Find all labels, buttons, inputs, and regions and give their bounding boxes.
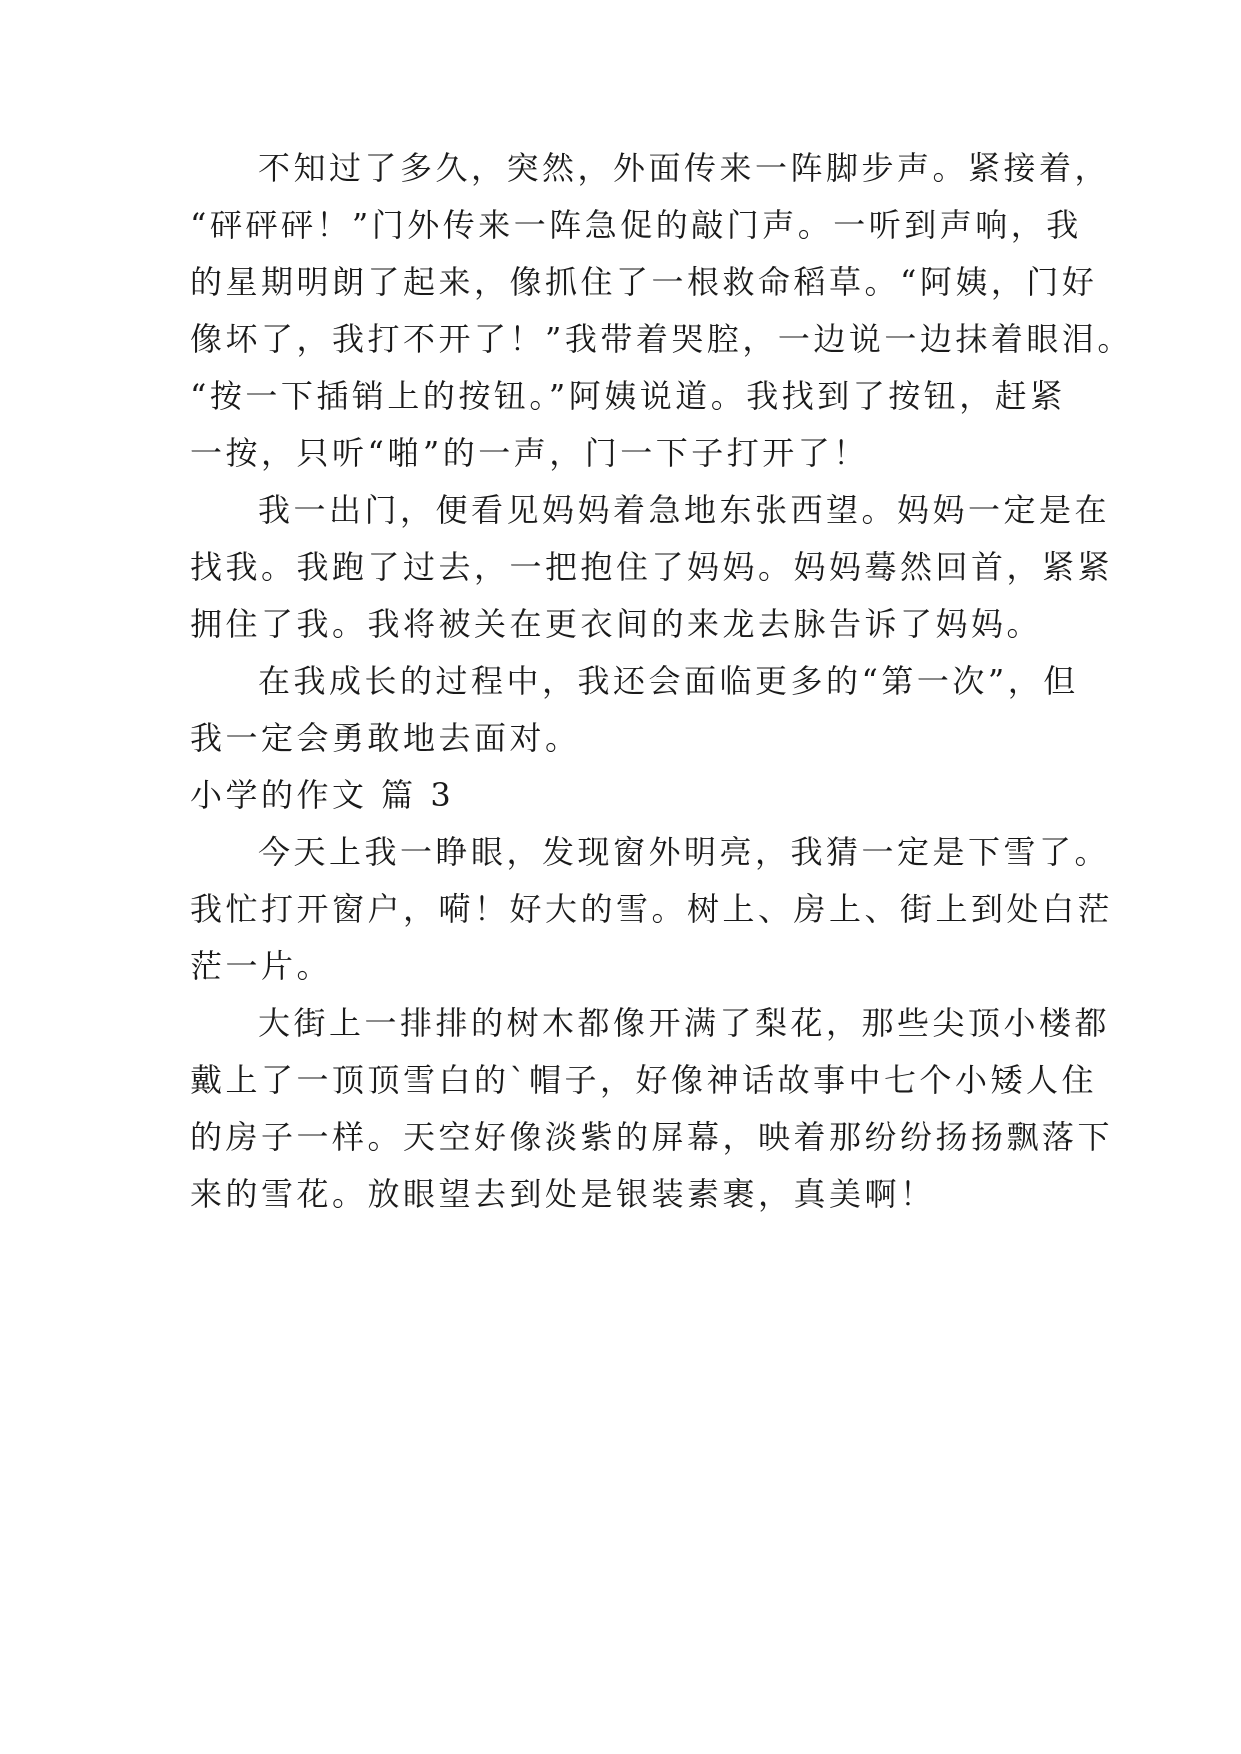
text-line: 拥住了我。我将被关在更衣间的来龙去脉告诉了妈妈。 xyxy=(190,605,1043,643)
text-line: 像坏了，我打不开了！”我带着哭腔，一边说一边抹着眼泪。 xyxy=(190,320,1133,358)
text-line: 今天上我一睁眼，发现窗外明亮，我猜一定是下雪了。 xyxy=(258,833,1111,871)
text-line: 我一出门，便看见妈妈着急地东张西望。妈妈一定是在 xyxy=(258,491,1111,529)
text-line: 大街上一排排的树木都像开满了梨花，那些尖顶小楼都 xyxy=(258,1004,1111,1042)
text-line: 的星期明朗了起来，像抓住了一根救命稻草。“阿姨，门好 xyxy=(190,263,1098,301)
text-line: “砰砰砰！”门外传来一阵急促的敲门声。一听到声响，我 xyxy=(190,206,1082,244)
text-line: 来的雪花。放眼望去到处是银装素裹，真美啊！ xyxy=(190,1175,936,1213)
text-line: 茫一片。 xyxy=(190,947,333,985)
text-line: 不知过了多久，突然，外面传来一阵脚步声。紧接着， xyxy=(258,149,1111,187)
text-line: 我忙打开窗户，嗬！好大的雪。树上、房上、街上到处白茫 xyxy=(190,890,1114,928)
text-line: “按一下插销上的按钮。”阿姨说道。我找到了按钮，赶紧 xyxy=(190,377,1066,415)
text-line: 找我。我跑了过去，一把抱住了妈妈。妈妈蓦然回首，紧紧 xyxy=(190,548,1114,586)
text-line: 我一定会勇敢地去面对。 xyxy=(190,719,581,757)
text-line: 的房子一样。天空好像淡紫的屏幕，映着那纷纷扬扬飘落下 xyxy=(190,1118,1114,1156)
text-line: 戴上了一顶顶雪白的`帽子，好像神话故事中七个小矮人住 xyxy=(190,1061,1098,1099)
section-heading: 小学的作文 篇 3 xyxy=(190,776,455,814)
text-line: 在我成长的过程中，我还会面临更多的“第一次”，但 xyxy=(258,662,1079,700)
text-line: 一按，只听“啪”的一声，门一下子打开了！ xyxy=(190,434,869,472)
